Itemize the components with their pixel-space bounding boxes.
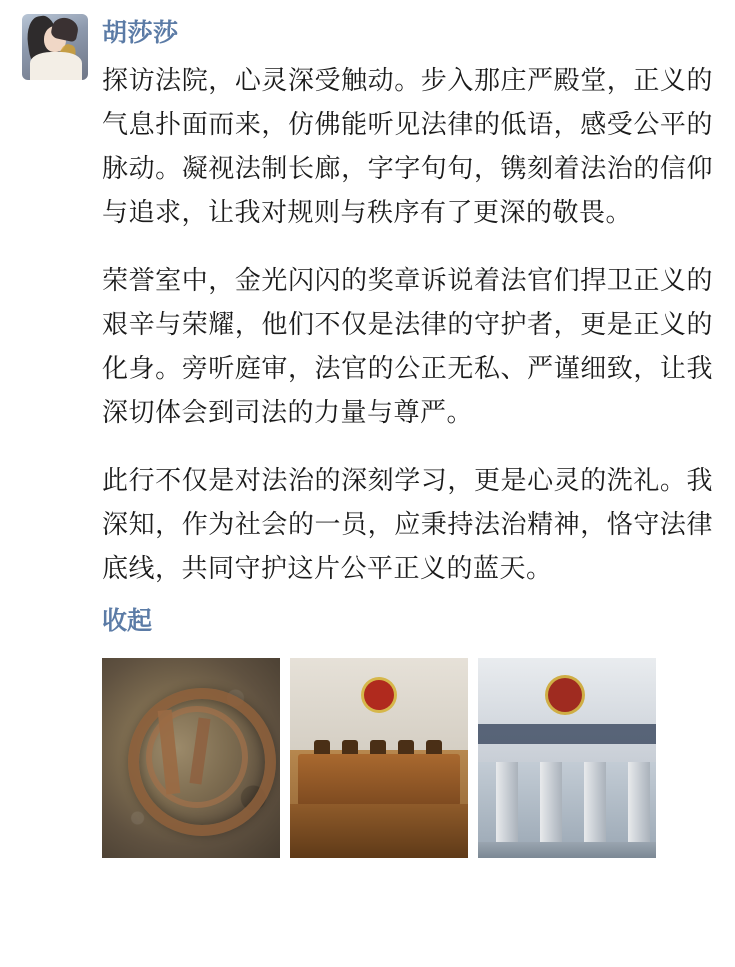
- national-emblem-icon: [364, 680, 394, 710]
- post-content: [102, 14, 713, 858]
- post-author-name[interactable]: 胡莎莎: [102, 19, 179, 47]
- post-image-gallery: [102, 658, 713, 858]
- photo-courtroom[interactable]: [290, 658, 468, 858]
- post-row: [22, 14, 713, 858]
- post-paragraph: 探访法院，心灵深受触动。步入那庄严殿堂，正义的气息扑面而来，仿佛能听见法律的低语，感受公平的脉动。凝视法制长廊，字字句句，镌刻着法治的信仰与追求，让我对规则与秩序有了更深的敬畏。: [102, 65, 713, 227]
- photo-emblem-relief[interactable]: [102, 658, 280, 858]
- post-paragraph: 荣誉室中，金光闪闪的奖章诉说着法官们捍卫正义的艰辛与荣耀，他们不仅是法律的守护者，更是正义的化身。旁听庭审，法官的公正无私、严谨细致，让我深切体会到司法的力量与尊严。: [102, 265, 713, 427]
- post-body: [102, 58, 713, 590]
- photo-shape-band: [478, 724, 656, 744]
- photo-courthouse-facade[interactable]: [478, 658, 656, 858]
- avatar-art-body: [30, 52, 82, 80]
- collapse-text-link[interactable]: 收起: [102, 607, 153, 635]
- post-paragraph: 此行不仅是对法治的深刻学习，更是心灵的洗礼。我深知，作为社会的一员，应秉持法治精神，恪守法律底线，共同守护这片公平正义的蓝天。: [102, 465, 713, 583]
- avatar[interactable]: [22, 14, 88, 80]
- photo-shape-bench: [298, 754, 460, 806]
- photo-shape-steps: [478, 842, 656, 858]
- national-emblem-icon: [548, 678, 582, 712]
- photo-shape-front-bench: [290, 804, 468, 858]
